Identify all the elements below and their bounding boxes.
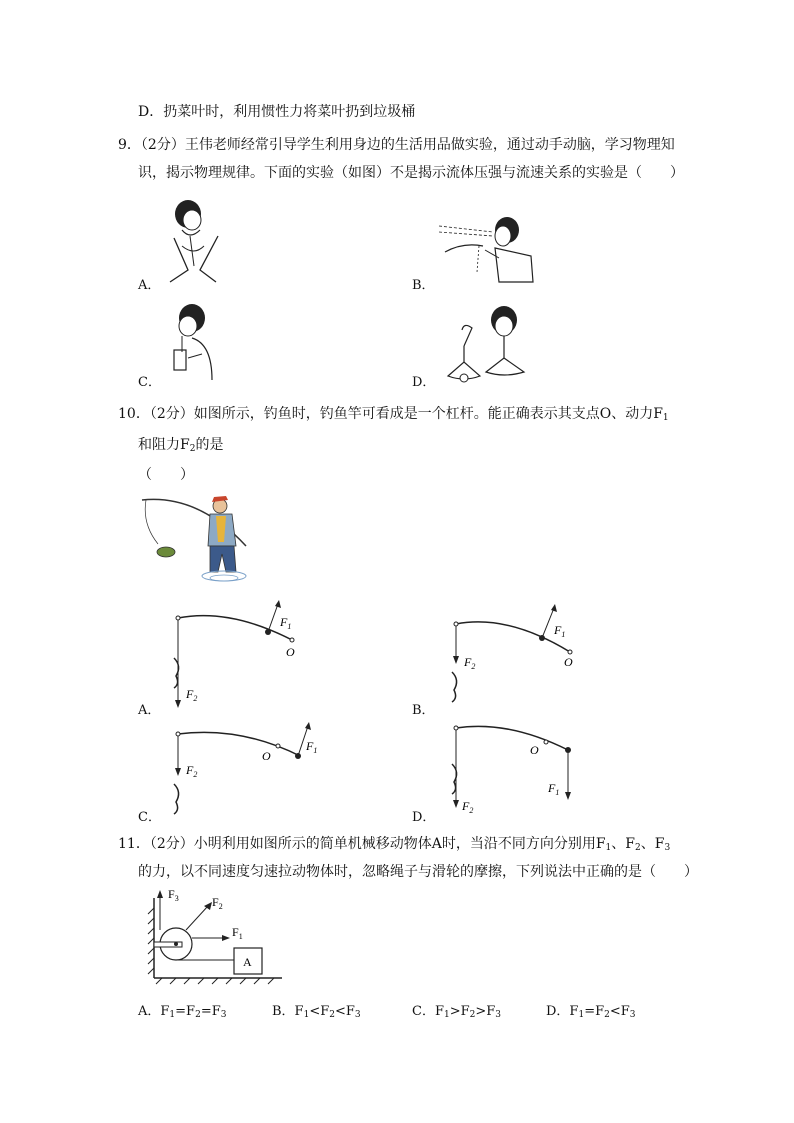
q9-figure-b-paper-strip [435,212,540,290]
q10-fisherman-picture [138,494,250,586]
q11-stem-line2: 的力，以不同速度匀速拉动物体时，忽略绳子与滑轮的摩擦，下列说法中正确的是（ ） [138,864,698,880]
q10-option-b-label: B． [412,703,435,718]
q11-option-a: A．$F_1=F_2=F_3$ [138,1004,227,1020]
q11-option-d: D．$F_1=F_2<F_3$ [546,1004,636,1020]
q11-pulley-figure [146,884,286,986]
q10-option-c-lever-diagram [160,718,320,826]
q10-c-f1-label: $F_1$ [306,739,318,755]
q10-a-o-label: O [286,645,295,659]
q10-option-d-lever-diagram [438,718,588,826]
q9-stem-line1: 9．（2分）王伟老师经常引导学生利用身边的生活用品做实验，通过动手动脑，学习物理知 [118,137,675,153]
q10-option-d-label: D． [412,810,436,825]
q9-stem-line2: 识，揭示物理规律。下面的实验（如图）不是揭示流体压强与流速关系的实验是（ ） [138,165,684,181]
q11-f3-label: $F_3$ [168,887,179,903]
q11-block-a-label: A [243,955,252,969]
q9-figure-c-straw-cup [162,302,222,384]
q10-c-f2-label: $F_2$ [186,763,198,779]
q10-b-f2-label: $F_2$ [464,655,476,671]
q11-stem-line1: 11．（2分）小明利用如图所示的简单机械移动物体A时，当沿不同方向分别用$F_1$、$F_2$、$F_3$ [118,836,671,853]
q10-d-f1-label: $F_1$ [548,781,560,797]
q10-a-f1-label: $F_1$ [280,615,292,631]
q9-option-d-label: D． [412,375,436,390]
q10-d-o-label: O [530,743,539,757]
q10-a-f2-label: $F_2$ [186,687,198,703]
q10-stem-line2: 和阻力$F_2$的是 [138,437,224,454]
q11-f1-label: $F_1$ [232,925,243,941]
q9-option-c-label: C． [138,375,161,390]
q11-f2-label: $F_2$ [212,895,223,911]
q10-option-c-label: C． [138,810,161,825]
q10-stem-line1: 10．（2分）如图所示，钓鱼时，钓鱼竿可看成是一个杠杆。能正确表示其支点O、动力$F_1$ [118,406,669,423]
q10-option-b-lever-diagram [438,596,588,714]
q9-figure-a-paper-blowing [160,196,230,284]
q10-b-o-label: O [564,655,573,669]
q9-figure-d-funnel-ball [442,302,532,384]
q10-c-o-label: O [262,749,271,763]
q10-d-f2-label: $F_2$ [462,799,474,815]
q8-option-d: D．扔菜叶时，利用惯性力将菜叶扔到垃圾桶 [138,104,416,120]
q10-option-a-label: A． [138,703,161,718]
q11-option-b: B．$F_1<F_2<F_3$ [272,1004,361,1020]
q10-answer-bracket: （ ） [138,467,194,483]
q10-b-f1-label: $F_1$ [554,623,566,639]
q10-option-a-lever-diagram [160,596,310,714]
q9-option-b-label: B． [412,278,435,293]
q11-option-c: C．$F_1>F_2>F_3$ [412,1004,502,1020]
q9-option-a-label: A． [138,278,161,293]
